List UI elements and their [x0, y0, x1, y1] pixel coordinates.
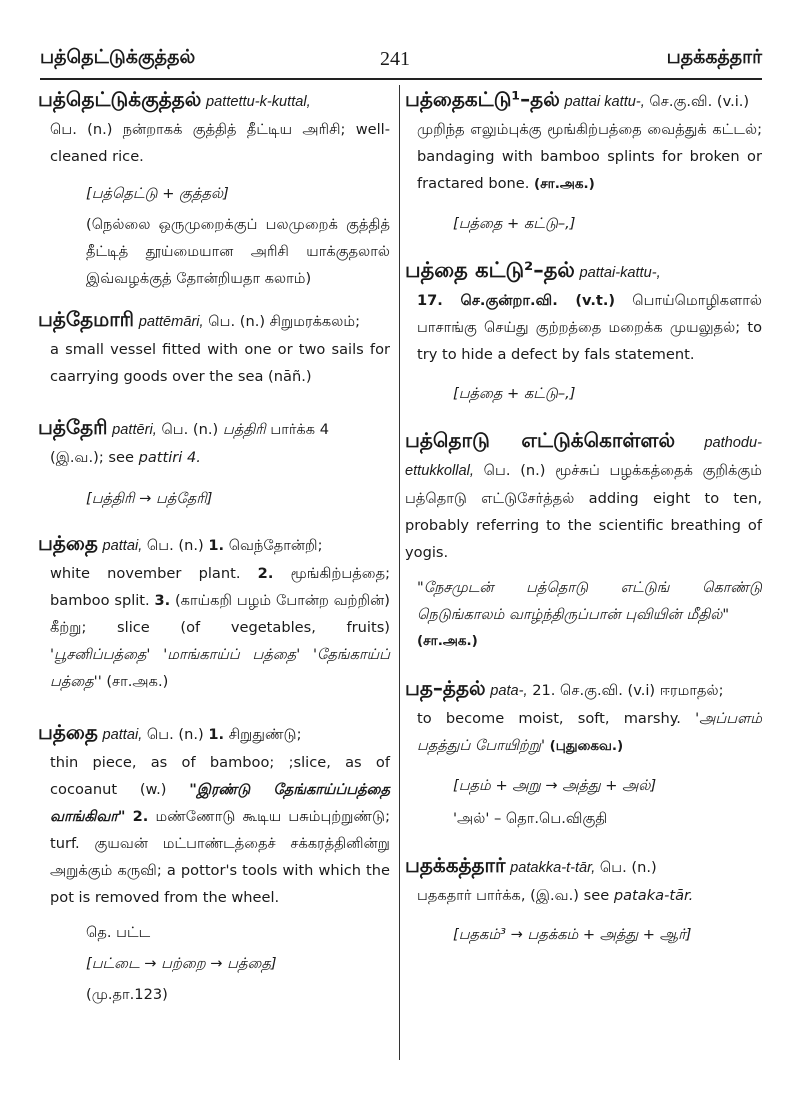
tamil-gloss: குயவன் மட்பாண்டத்தைச் சக்கரத்தினின்று அறுக்கும் கருவி;	[50, 835, 390, 879]
tamil-gloss: பொய்மொழிகளால் பாசாங்கு செய்து குற்றத்தை மறைக்க முயலுதல்;	[417, 292, 762, 336]
entry-pattai-1	[38, 530, 390, 695]
english-gloss: a pottor's tools with which the pot is removed from the wheel.	[50, 862, 391, 906]
english-gloss: bamboo split.	[50, 592, 150, 609]
headword: பத்தை	[38, 720, 98, 744]
sense-block	[38, 749, 390, 911]
entry-pattai-2	[38, 719, 390, 1008]
sense-number: 1.	[208, 537, 225, 554]
page-header	[40, 44, 762, 78]
headword: பத்தை கட்டு²–தல்	[405, 258, 575, 282]
entry-patteri	[38, 414, 390, 512]
see-label: see	[108, 449, 134, 466]
cognate: தெ. பட்ட	[86, 924, 151, 941]
english-gloss: turf.	[50, 835, 80, 852]
entry-pathodu-ettukkollal	[405, 427, 762, 655]
tamil-gloss: பார்க்க 4	[270, 421, 330, 438]
tamil-gloss: முறிந்த எலும்புக்கு மூங்கிற்பத்தை வைத்துக் கட்டல்;	[417, 121, 762, 138]
tamil-gloss: பதகதார் பார்க்க,	[417, 887, 526, 904]
pos: பெ. (n.)	[483, 462, 546, 479]
page-number: 241	[380, 48, 410, 70]
headword: பத்தேரி	[38, 415, 108, 439]
definition	[405, 287, 762, 368]
sense-number: 2.	[257, 565, 274, 582]
transliteration: patakka-t-tār,	[510, 860, 596, 876]
etymology: [பத்தெட்டு + குத்தல்]	[86, 185, 229, 202]
headword: பதக்கத்தார்	[405, 853, 506, 877]
source: (சா.அக.)	[534, 176, 595, 192]
see-label: see	[583, 887, 610, 904]
source: (சா.அக.)	[106, 673, 169, 690]
entry-patakkattar	[405, 852, 762, 948]
pos: பெ. (n.)	[599, 859, 657, 876]
pos: பெ. (n.)	[161, 421, 219, 438]
transliteration: pata-,	[490, 683, 528, 699]
source: (சா.அக.)	[417, 633, 478, 649]
tamil-gloss: மண்ணோடு கூடிய பசும்புற்றுண்டு;	[155, 808, 391, 825]
headword: பத்தொடு எட்டுக்கொள்ளல்	[405, 428, 676, 452]
english-gloss: to become moist, soft, marshy.	[417, 710, 681, 727]
quotation: "இரண்டு தேங்காய்ப்பத்தை வாங்கிவா"	[50, 781, 390, 825]
tamil-gloss: மூங்கிற்பத்தை;	[290, 565, 391, 582]
english-gloss: bandaging with bamboo splints for broken or fractared bone.	[417, 148, 762, 192]
sense-block	[38, 560, 390, 695]
transliteration: pattēmāri,	[138, 314, 204, 330]
etymology: [பதகம்³ → பதக்கம் + அத்து + ஆர்]	[453, 926, 692, 943]
header-left-guideword: பத்தெட்டுக்குத்தல்	[40, 46, 196, 68]
pos: பெ. (n.)	[146, 537, 204, 554]
transliteration: pattettu-k-kuttal,	[206, 94, 311, 110]
transliteration: pattai kattu-,	[564, 94, 645, 110]
etymology: [பதம் + அறு → அத்து + அல்]	[453, 777, 657, 794]
tamil-gloss: சிறுதுண்டு;	[228, 726, 302, 743]
source: (மு.தா.123)	[86, 986, 168, 1003]
note: (நெல்லை ஒருமுறைக்குப் பலமுறைக் குத்தித் தீட்டித் தூய்மையான அரிசி யாக்குதலால் இவ்வழக்குத் தோன்றியதா கலாம்)	[86, 216, 390, 287]
headword: பத்தெட்டுக்குத்தல்	[38, 87, 202, 111]
pos: 21. செ.கு.வி. (v.i)	[532, 682, 656, 699]
english-gloss: white november plant.	[50, 565, 241, 582]
tamil-gloss: நன்றாகக் குத்தித் தீட்டிய அரிசி;	[122, 121, 346, 138]
quotation: "நேசமுடன் பத்தொடு எட்டுங் கொண்டு நெடுங்காலம் வாழ்ந்திருப்பான் புவியின் மீதில்"	[417, 579, 762, 623]
english-gloss: thin piece, as of bamboo; ;slice, as of cocoanut (w.)	[50, 754, 390, 798]
cross-reference	[38, 444, 390, 471]
right-column	[405, 86, 762, 948]
tamil-gloss: சிறுமரக்கலம்;	[269, 313, 361, 330]
etymology: [பட்டை → பற்றை → பத்தை]	[86, 955, 277, 972]
entry-pattettukkuttal	[38, 86, 390, 292]
source: (இ.வ.);	[50, 449, 104, 466]
sense-block	[405, 705, 762, 760]
definition	[38, 116, 390, 170]
transliteration: pathodu-ettukkollal,	[405, 435, 762, 479]
source: (புதுகைவ.)	[549, 738, 624, 754]
pos: பெ. (n.)	[50, 121, 113, 138]
headword: பத்தை	[38, 531, 98, 555]
source: (இ.வ.)	[530, 887, 579, 904]
english-gloss: slice (of vegetables, fruits)	[117, 619, 390, 636]
header-rule	[40, 78, 762, 80]
tamil-gloss: மூச்சுப் பழக்கத்தைக் குறிக்கும் பத்தொடு எட்டுசேர்த்தல்	[405, 462, 763, 507]
entry-pata-ttal	[405, 675, 762, 832]
sense-number: 3.	[154, 592, 171, 609]
quotation: 'பூசனிப்பத்தை' 'மாங்காய்ப் பத்தை' 'தேங்காய்ப் பத்தை''	[50, 646, 390, 690]
entry-pattaikattu-1	[405, 86, 762, 237]
cross-reference	[405, 882, 762, 909]
headword: பத–த்தல்	[405, 676, 486, 700]
tamil-gloss: (காய்கறி பழம் போன்ற வற்றின்) கீற்று;	[50, 592, 390, 636]
pos: செ.கு.வி. (v.i.)	[649, 93, 750, 110]
header-right-guideword: பதக்கத்தார்	[666, 46, 762, 68]
entry-pattaikattu-2	[405, 257, 762, 407]
definition	[405, 116, 762, 198]
note: 'அல்' – தொ.பெ.விகுதி	[453, 810, 608, 827]
pos: பெ. (n.)	[208, 313, 266, 330]
headword: பத்தேமாரி	[38, 307, 135, 331]
english-gloss: to try to hide a defect by fals statement.	[417, 319, 762, 363]
english-gloss: well-cleaned rice.	[50, 121, 390, 165]
english-gloss: a small vessel fitted with one or two sails for caarrying goods over the sea (nāñ.)	[50, 341, 390, 385]
transliteration: pattai,	[102, 727, 143, 743]
left-column	[38, 86, 390, 1008]
quotation: 'அப்பளம் பதத்துப் போயிற்று'	[417, 710, 762, 754]
pos: பெ. (n.)	[146, 726, 204, 743]
entry-pattemari	[38, 306, 390, 390]
tamil-gloss: ஈரமாதல்;	[659, 682, 724, 699]
see-tamil: பத்திரி	[222, 421, 266, 438]
transliteration: pattai,	[102, 538, 143, 554]
see-target: pataka-tār.	[613, 887, 694, 904]
pos: 17. செ.குன்றா.வி. (v.t.)	[417, 292, 616, 309]
etymology: [பத்தை + கட்டு–,]	[453, 215, 576, 232]
etymology: [பத்திரி → பத்தேரி]	[86, 490, 213, 507]
headword: பத்தைகட்டு¹–தல்	[405, 87, 560, 111]
see-target: pattiri 4.	[138, 449, 201, 466]
english-gloss: adding eight to ten, probably referring to the scientific breathing of yogis.	[405, 490, 763, 561]
tamil-gloss: வெந்தோன்றி;	[228, 537, 323, 554]
transliteration: pattai-kattu-,	[579, 265, 661, 281]
transliteration: pattēri,	[112, 422, 157, 438]
sense-number: 2.	[132, 808, 149, 825]
column-divider	[399, 85, 400, 1060]
etymology: [பத்தை + கட்டு–,]	[453, 385, 576, 402]
sense-number: 1.	[208, 726, 225, 743]
